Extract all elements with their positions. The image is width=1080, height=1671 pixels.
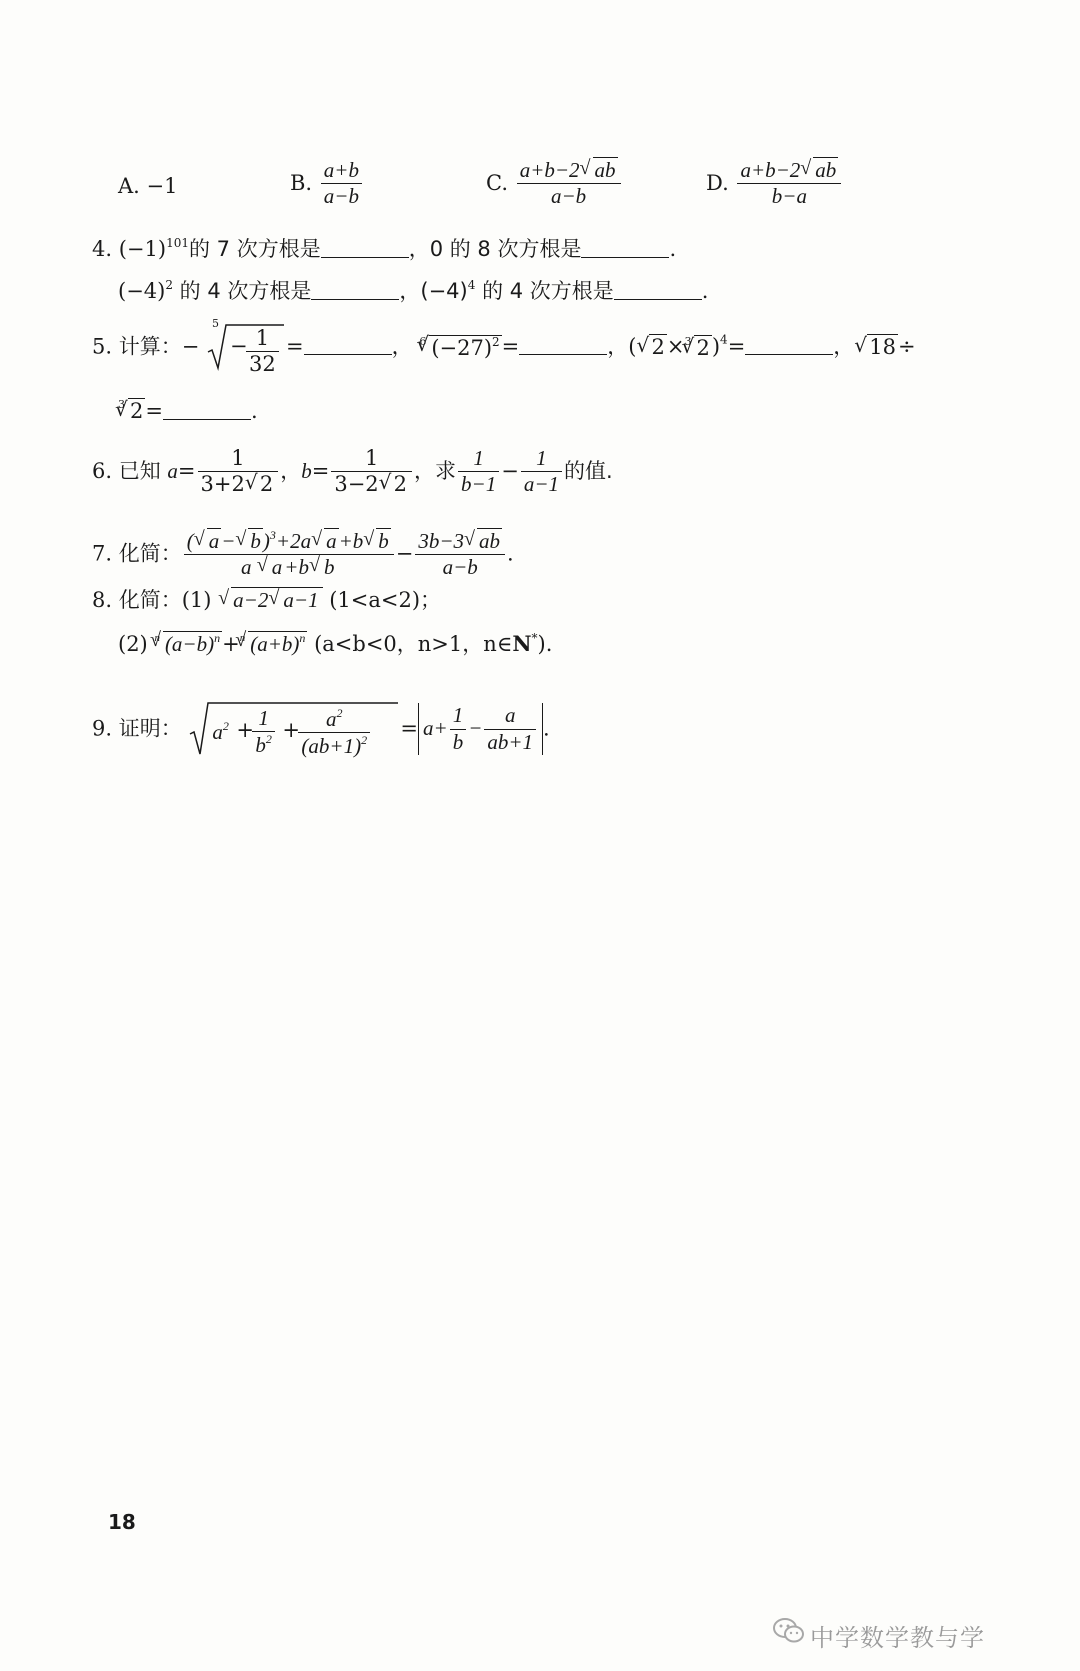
fifth-root-expression: 5 − $\frac{1}{32}$: [206, 322, 286, 372]
sqrt-symbol: √ b: [235, 529, 263, 554]
sqrt-symbol: √ 2: [245, 472, 275, 497]
fraction-1-over-a-minus-1: $\frac{1}{a-1}$: [521, 446, 562, 497]
answer-blank[interactable]: [581, 256, 669, 258]
answer-blank[interactable]: [304, 353, 392, 355]
sqrt-symbol: √ a: [194, 529, 222, 554]
sqrt-symbol: √ a−2√ a−1: [218, 590, 322, 611]
option-d: D. $\frac{a+b-2√ ab}{b-a}$: [706, 158, 843, 209]
absolute-value: a+ $\frac{1}{b}$ − $\frac{a}{ab+1}$: [418, 703, 543, 754]
sqrt-symbol: √ b: [363, 529, 391, 554]
fraction-1-over-b2: $\frac{1}{b^2}$: [252, 706, 275, 758]
page-number: 18: [108, 1510, 136, 1534]
answer-blank[interactable]: [311, 298, 399, 300]
nth-root-symbol: √ $(a+b)^n$: [235, 632, 307, 655]
sqrt-symbol: √ a−1: [268, 590, 320, 611]
fraction-1-over-b: $\frac{1}{b}$: [450, 703, 467, 754]
fraction-1-32: $\frac{1}{32}$: [246, 326, 279, 377]
wechat-icon: [772, 1616, 806, 1646]
sqrt-symbol: √ ab: [464, 529, 502, 554]
answer-blank[interactable]: [614, 298, 702, 300]
sqrt-symbol: √ b: [309, 555, 337, 580]
option-b-fraction: $\frac{a+b}{a-b}$: [321, 158, 362, 209]
sqrt-symbol: √ 2: [379, 472, 409, 497]
fraction-b: $\frac{1}{3-2√ 2}$: [331, 446, 412, 497]
question-4-line-2: $(-4)^2$ 的 4 次方根是 ，$(-4)^4$ 的 4 次方根是 .: [118, 278, 709, 303]
sqrt-symbol: √ 2: [636, 337, 666, 358]
question-4-line-1: 4. $(-1)^{101}$的 7 次方根是 ，0 的 8 次方根是 .: [92, 236, 677, 261]
fraction-second: $\frac{3b-3√ ab}{a-b}$: [415, 529, 505, 580]
sqrt-symbol: √ 18: [854, 337, 898, 358]
sqrt-symbol: √ ab: [800, 158, 838, 183]
answer-blank[interactable]: [321, 256, 409, 258]
fraction-a: $\frac{1}{3+2√ 2}$: [198, 446, 279, 497]
option-d-fraction: $\frac{a+b-2√ ab}{b-a}$: [737, 158, 841, 209]
answer-blank[interactable]: [745, 353, 833, 355]
question-5-line-1: 5. 计算：− 5 − $\frac{1}{32}$ = ， $^6$√ $(-27)^2=$ ，(√ 2×$^3$√ 2)$^4$= ，√ 18÷: [92, 322, 916, 372]
fraction-1-over-b-minus-1: $\frac{1}{b-1}$: [458, 446, 499, 497]
question-8-part-2: (2) $^n$√ $(a-b)^n+^n√$ $(a+b)^n$ (a<b<0，n>1，n∈N*).: [118, 632, 552, 655]
nth-root-symbol: √ $(a-b)^n$: [150, 632, 222, 655]
sqrt-symbol: √ a: [311, 529, 339, 554]
option-c-fraction: $\frac{a+b-2√ ab}{a-b}$: [517, 158, 621, 209]
question-9: 9. 证明： $a^2$ + $\frac{1}{b^2}$ + $\frac{a^2}{(ab+1)^2}$ = a+ $\frac{1}{b}$ − $\frac{a}{ab+1}$ .: [92, 700, 550, 758]
sqrt-symbol: √ a: [257, 555, 285, 580]
option-c: C. $\frac{a+b-2√ ab}{a-b}$: [486, 158, 623, 209]
option-b: B. $\frac{a+b}{a-b}$: [290, 158, 364, 209]
cube-root-symbol: √ 2: [681, 338, 711, 359]
fraction-a2-over-ab1: $\frac{a^2}{(ab+1)^2}$: [298, 706, 370, 759]
fraction-a-over-ab-plus-1: $\frac{a}{ab+1}$: [484, 703, 536, 754]
sqrt-symbol: √ ab: [580, 158, 618, 183]
answer-blank[interactable]: [163, 418, 251, 420]
fraction-main: $\frac{(√ a-√ b)^3+2a√ a+b√ b}{a √ a+b√ b}$: [184, 528, 394, 580]
watermark: 中学数学教与学: [810, 1624, 985, 1652]
question-8-part-1: 8. 化简：(1) √ a−2√ a−1 (1<a<2)；: [92, 590, 441, 611]
question-5-line-2: $^3$√ 2= .: [118, 399, 258, 422]
option-a: A. −1: [118, 174, 178, 198]
question-7: 7. 化简： $\frac{(√ a-√ b)^3+2a√ a+b√ b}{a √ a+b√ b}$ − $\frac{3b-3√ ab}{a-b}$ .: [92, 528, 514, 580]
square-root-expression: $a^2$ + $\frac{1}{b^2}$ + $\frac{a^2}{(ab+1)^2}$: [188, 700, 400, 758]
cube-root-symbol: √ 2: [115, 401, 145, 422]
question-6: 6. 已知 a= $\frac{1}{3+2√ 2}$ ，b= $\frac{1}{3-2√ 2}$ ，求 $\frac{1}{b-1}$ − $\frac{1}{a-1}$ 的值.: [92, 446, 613, 497]
answer-blank[interactable]: [519, 353, 607, 355]
sixth-root-symbol: √ $(-27)^2$: [416, 336, 501, 359]
